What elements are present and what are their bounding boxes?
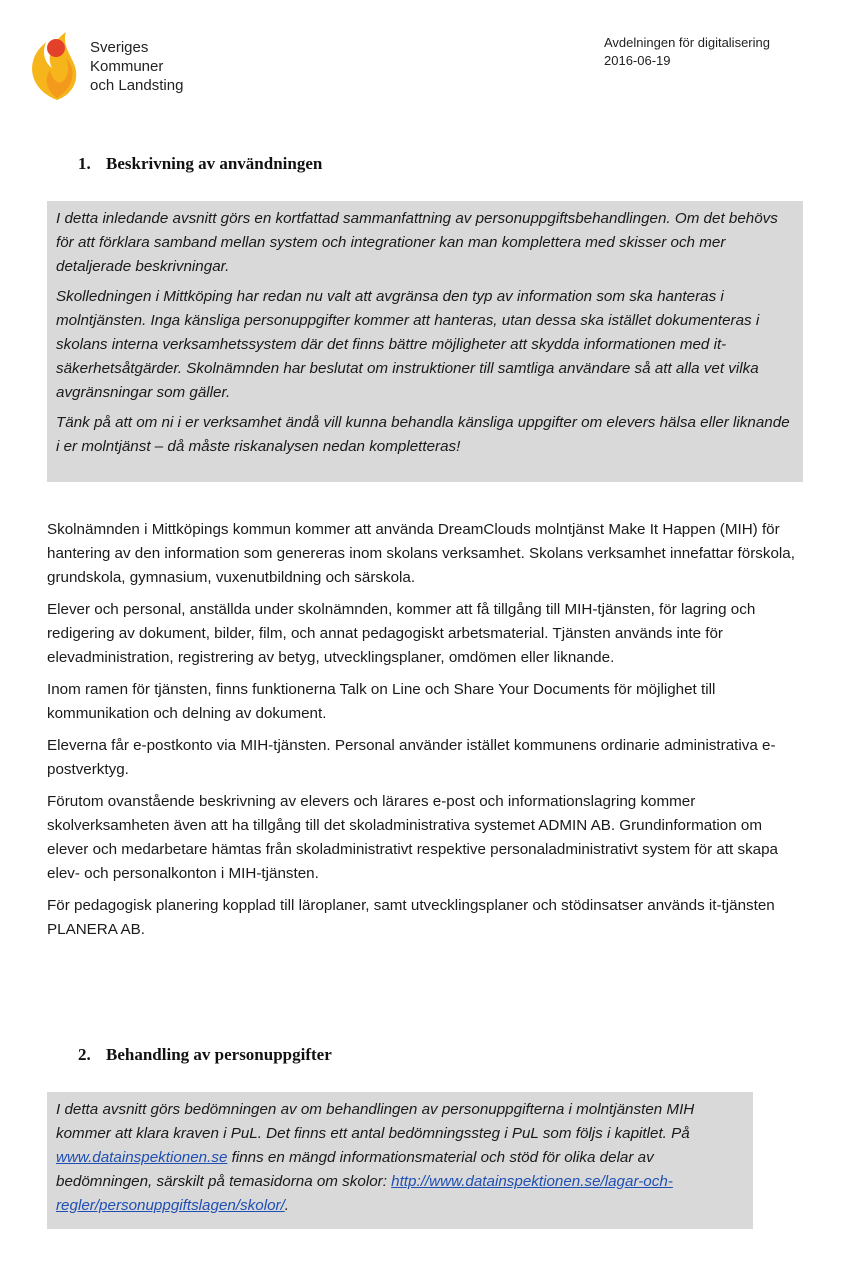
body-paragraph-5: Förutom ovanstående beskrivning av elevers och lärares e-post och informationslagring kommer skolverksamheten även att ha tillgång till det skoladministrativa systemet ADMIN AB. Grundinformation om elever och medarbetare hämtas från skoladministrativt respektive personaladministrativt system för att skapa elev- och personalkonton i MIH-tjänsten. bbox=[47, 793, 779, 882]
info-box-paragraph-1: I detta inledande avsnitt görs en kortfattad sammanfattning av personuppgiftsbehandlingen. Om det behövs för att förklara samband mellan system och integrationer kan man komplettera med skisser och mer detaljerade beskrivningar. bbox=[56, 210, 778, 275]
section-1-body bbox=[47, 518, 807, 950]
section-1-info-box bbox=[47, 201, 803, 482]
logo-wordmark bbox=[90, 38, 183, 95]
section-2-number: 2. bbox=[78, 1045, 91, 1064]
body-paragraph-3: Inom ramen för tjänsten, finns funktionerna Talk on Line och Share Your Documents för möjlighet till kommunikation och delning av dokument. bbox=[47, 681, 716, 722]
logo-line-2: Kommuner bbox=[90, 58, 164, 75]
section-2-box-paragraph bbox=[56, 1098, 743, 1218]
section-1-number: 1. bbox=[78, 154, 91, 173]
section-2-heading bbox=[78, 1045, 332, 1065]
section-1-heading bbox=[78, 154, 322, 174]
section-2-info-box bbox=[47, 1092, 753, 1229]
skolor-theme-link[interactable]: http://www.datainspektionen.se/lagar-och-regler/personuppgiftslagen/skolor/ bbox=[56, 1173, 673, 1214]
body-paragraph-2: Elever och personal, anställda under skolnämnden, kommer att få tillgång till MIH-tjänsten, för lagring och redigering av dokument, bilder, film, och annat pedagogiskt arbetsmaterial. Tjänsten används inte för elevadministration, registrering av betyg, utvecklingsplaner, omdömen eller liknande. bbox=[47, 601, 756, 666]
section-1-title: Beskrivning av användningen bbox=[106, 154, 323, 173]
body-paragraph-6: För pedagogisk planering kopplad till läroplaner, samt utvecklingsplaner och stödinsatser används it-tjänsten PLANERA AB. bbox=[47, 897, 775, 938]
info-box-paragraph-3: Tänk på att om ni i er verksamhet ändå vill kunna behandla känsliga uppgifter om elevers hälsa eller liknande i er molntjänst – då måste riskanalysen nedan kompletteras! bbox=[56, 414, 790, 455]
box-text-part-2: finns en mängd informationsmaterial och stöd för olika delar av bedömningen, särskilt på temasidorna om skolor: bbox=[56, 1149, 654, 1190]
datainspektionen-link[interactable]: www.datainspektionen.se bbox=[56, 1149, 228, 1166]
logo-line-3: och Landsting bbox=[90, 77, 184, 94]
box-text-part-1: I detta avsnitt görs bedömningen av om behandlingen av personuppgifterna i molntjänsten MIH kommer att klara kraven i PuL. Det finns ett antal bedömningssteg i PuL som följs i kapitlet. På bbox=[56, 1101, 695, 1142]
section-2-title: Behandling av personuppgifter bbox=[106, 1045, 332, 1064]
skl-logo bbox=[26, 22, 216, 102]
header-meta bbox=[604, 34, 770, 70]
body-paragraph-4: Eleverna får e-postkonto via MIH-tjänsten. Personal använder istället kommunens ordinarie administrativa e-postverktyg. bbox=[47, 737, 776, 778]
skl-flame-icon bbox=[26, 22, 88, 102]
department-name: Avdelningen för digitalisering bbox=[604, 35, 770, 50]
box-text-part-3: . bbox=[284, 1197, 290, 1214]
info-box-paragraph-2: Skolledningen i Mittköping har redan nu valt att avgränsa den typ av information som ska hanteras i molntjänsten. Inga känsliga personuppgifter kommer att hanteras, utan dessa ska istället dokumenteras i skolans interna verksamhetssystem där det finns bättre möjligheter att skydda informationen med it-säkerhetsåtgärder. Skolnämnden har beslutat om instruktioner till samtliga användare så att alla vet vilka avgränsningar som gäller. bbox=[56, 288, 760, 401]
body-paragraph-1: Skolnämnden i Mittköpings kommun kommer att använda DreamClouds molntjänst Make It Happen (MIH) för hantering av den information som genereras inom skolans verksamhet. Skolans verksamhet innefattar förskola, grundskola, gymnasium, vuxenutbildning och särskola. bbox=[47, 521, 795, 586]
logo-line-1: Sveriges bbox=[90, 39, 149, 56]
document-date: 2016-06-19 bbox=[604, 53, 671, 68]
